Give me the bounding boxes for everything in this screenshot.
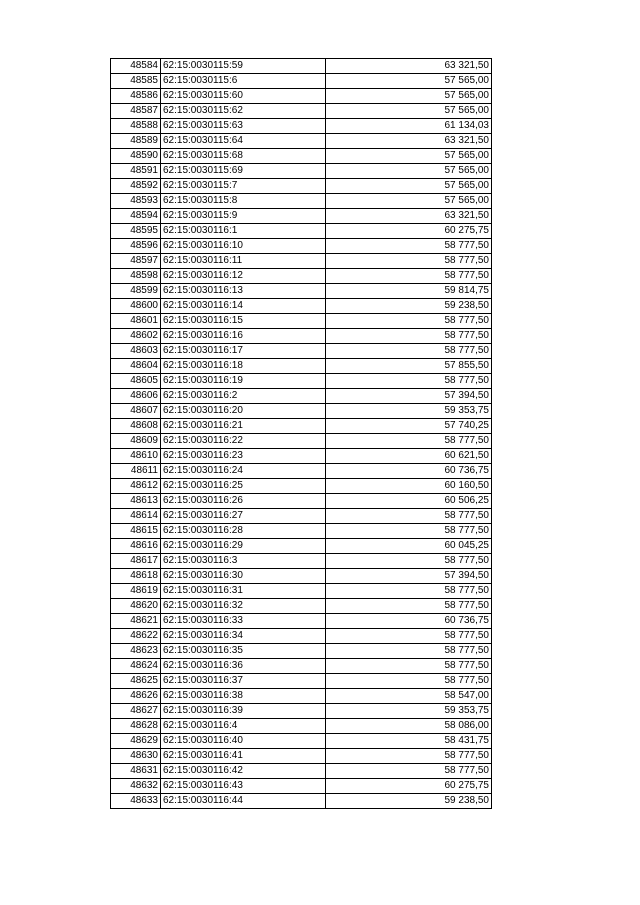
table-row [111, 119, 492, 134]
value-cell: 60 621,50 [326, 449, 492, 464]
table-row [111, 404, 492, 419]
table-row [111, 104, 492, 119]
table-row [111, 74, 492, 89]
row-number-cell: 48610 [111, 449, 161, 464]
cadastral-number-cell: 62:15:0030115:7 [161, 179, 326, 194]
value-cell: 58 777,50 [326, 584, 492, 599]
row-number-cell: 48601 [111, 314, 161, 329]
row-number-cell: 48597 [111, 254, 161, 269]
row-number-cell: 48611 [111, 464, 161, 479]
table-row [111, 344, 492, 359]
cadastral-number-cell: 62:15:0030116:31 [161, 584, 326, 599]
cadastral-number-cell: 62:15:0030116:23 [161, 449, 326, 464]
cadastral-number-cell: 62:15:0030116:2 [161, 389, 326, 404]
row-number-cell: 48621 [111, 614, 161, 629]
table-row [111, 179, 492, 194]
value-cell: 58 777,50 [326, 764, 492, 779]
table-row [111, 329, 492, 344]
row-number-cell: 48604 [111, 359, 161, 374]
table-row [111, 299, 492, 314]
cadastral-number-cell: 62:15:0030116:24 [161, 464, 326, 479]
table-row [111, 554, 492, 569]
value-cell: 63 321,50 [326, 134, 492, 149]
row-number-cell: 48616 [111, 539, 161, 554]
value-cell: 60 160,50 [326, 479, 492, 494]
table-row [111, 764, 492, 779]
row-number-cell: 48587 [111, 104, 161, 119]
table-row [111, 59, 492, 74]
table-row [111, 239, 492, 254]
row-number-cell: 48614 [111, 509, 161, 524]
value-cell: 58 777,50 [326, 254, 492, 269]
row-number-cell: 48590 [111, 149, 161, 164]
row-number-cell: 48588 [111, 119, 161, 134]
table-row [111, 374, 492, 389]
cadastral-number-cell: 62:15:0030116:3 [161, 554, 326, 569]
row-number-cell: 48600 [111, 299, 161, 314]
cadastral-number-cell: 62:15:0030116:10 [161, 239, 326, 254]
table-row [111, 674, 492, 689]
table-row [111, 659, 492, 674]
value-cell: 58 777,50 [326, 524, 492, 539]
table-row [111, 629, 492, 644]
cadastral-number-cell: 62:15:0030116:41 [161, 749, 326, 764]
cadastral-number-cell: 62:15:0030116:34 [161, 629, 326, 644]
table-row [111, 314, 492, 329]
cadastral-number-cell: 62:15:0030116:27 [161, 509, 326, 524]
cadastral-number-cell: 62:15:0030115:6 [161, 74, 326, 89]
value-cell: 60 275,75 [326, 779, 492, 794]
row-number-cell: 48622 [111, 629, 161, 644]
value-cell: 57 565,00 [326, 104, 492, 119]
row-number-cell: 48618 [111, 569, 161, 584]
value-cell: 60 045,25 [326, 539, 492, 554]
value-cell: 58 777,50 [326, 434, 492, 449]
value-cell: 60 736,75 [326, 614, 492, 629]
table-row [111, 569, 492, 584]
value-cell: 58 777,50 [326, 239, 492, 254]
row-number-cell: 48612 [111, 479, 161, 494]
value-cell: 63 321,50 [326, 59, 492, 74]
cadastral-number-cell: 62:15:0030116:32 [161, 599, 326, 614]
table-row [111, 614, 492, 629]
value-cell: 61 134,03 [326, 119, 492, 134]
value-cell: 58 777,50 [326, 329, 492, 344]
table-row [111, 524, 492, 539]
row-number-cell: 48599 [111, 284, 161, 299]
row-number-cell: 48624 [111, 659, 161, 674]
data-table [110, 58, 492, 809]
cadastral-number-cell: 62:15:0030116:20 [161, 404, 326, 419]
row-number-cell: 48606 [111, 389, 161, 404]
value-cell: 58 777,50 [326, 749, 492, 764]
value-cell: 57 855,50 [326, 359, 492, 374]
table-row [111, 194, 492, 209]
row-number-cell: 48615 [111, 524, 161, 539]
cadastral-number-cell: 62:15:0030116:18 [161, 359, 326, 374]
row-number-cell: 48594 [111, 209, 161, 224]
row-number-cell: 48633 [111, 794, 161, 809]
row-number-cell: 48628 [111, 719, 161, 734]
cadastral-number-cell: 62:15:0030116:30 [161, 569, 326, 584]
cadastral-number-cell: 62:15:0030116:15 [161, 314, 326, 329]
cadastral-number-cell: 62:15:0030115:60 [161, 89, 326, 104]
value-cell: 58 777,50 [326, 374, 492, 389]
table-row [111, 734, 492, 749]
cadastral-number-cell: 62:15:0030116:1 [161, 224, 326, 239]
row-number-cell: 48619 [111, 584, 161, 599]
row-number-cell: 48589 [111, 134, 161, 149]
row-number-cell: 48593 [111, 194, 161, 209]
document-sheet [110, 58, 491, 809]
row-number-cell: 48609 [111, 434, 161, 449]
cadastral-number-cell: 62:15:0030116:33 [161, 614, 326, 629]
row-number-cell: 48603 [111, 344, 161, 359]
cadastral-number-cell: 62:15:0030115:64 [161, 134, 326, 149]
cadastral-number-cell: 62:15:0030116:26 [161, 494, 326, 509]
value-cell: 58 431,75 [326, 734, 492, 749]
row-number-cell: 48626 [111, 689, 161, 704]
row-number-cell: 48629 [111, 734, 161, 749]
row-number-cell: 48596 [111, 239, 161, 254]
row-number-cell: 48630 [111, 749, 161, 764]
row-number-cell: 48598 [111, 269, 161, 284]
value-cell: 57 565,00 [326, 149, 492, 164]
row-number-cell: 48584 [111, 59, 161, 74]
cadastral-number-cell: 62:15:0030116:35 [161, 644, 326, 659]
cadastral-number-cell: 62:15:0030116:36 [161, 659, 326, 674]
value-cell: 57 565,00 [326, 194, 492, 209]
value-cell: 58 777,50 [326, 644, 492, 659]
value-cell: 57 565,00 [326, 164, 492, 179]
row-number-cell: 48592 [111, 179, 161, 194]
table-row [111, 254, 492, 269]
cadastral-number-cell: 62:15:0030116:14 [161, 299, 326, 314]
cadastral-number-cell: 62:15:0030115:69 [161, 164, 326, 179]
cadastral-number-cell: 62:15:0030116:42 [161, 764, 326, 779]
value-cell: 57 565,00 [326, 179, 492, 194]
cadastral-number-cell: 62:15:0030116:22 [161, 434, 326, 449]
table-row [111, 449, 492, 464]
row-number-cell: 48625 [111, 674, 161, 689]
value-cell: 57 565,00 [326, 74, 492, 89]
value-cell: 58 777,50 [326, 509, 492, 524]
table-row [111, 134, 492, 149]
row-number-cell: 48627 [111, 704, 161, 719]
table-row [111, 269, 492, 284]
cadastral-number-cell: 62:15:0030116:40 [161, 734, 326, 749]
table-body [111, 59, 492, 809]
value-cell: 58 086,00 [326, 719, 492, 734]
cadastral-number-cell: 62:15:0030116:17 [161, 344, 326, 359]
value-cell: 58 777,50 [326, 314, 492, 329]
row-number-cell: 48602 [111, 329, 161, 344]
table-row [111, 434, 492, 449]
cadastral-number-cell: 62:15:0030115:8 [161, 194, 326, 209]
table-row [111, 644, 492, 659]
value-cell: 58 777,50 [326, 629, 492, 644]
table-row [111, 419, 492, 434]
row-number-cell: 48605 [111, 374, 161, 389]
table-row [111, 479, 492, 494]
row-number-cell: 48595 [111, 224, 161, 239]
row-number-cell: 48591 [111, 164, 161, 179]
table-row [111, 749, 492, 764]
table-row [111, 164, 492, 179]
cadastral-number-cell: 62:15:0030116:38 [161, 689, 326, 704]
value-cell: 58 777,50 [326, 599, 492, 614]
value-cell: 59 238,50 [326, 794, 492, 809]
row-number-cell: 48631 [111, 764, 161, 779]
cadastral-number-cell: 62:15:0030116:4 [161, 719, 326, 734]
table-row [111, 689, 492, 704]
cadastral-number-cell: 62:15:0030116:12 [161, 269, 326, 284]
value-cell: 57 740,25 [326, 419, 492, 434]
cadastral-number-cell: 62:15:0030115:63 [161, 119, 326, 134]
table-row [111, 584, 492, 599]
table-row [111, 539, 492, 554]
row-number-cell: 48617 [111, 554, 161, 569]
row-number-cell: 48623 [111, 644, 161, 659]
value-cell: 59 353,75 [326, 404, 492, 419]
cadastral-number-cell: 62:15:0030116:13 [161, 284, 326, 299]
value-cell: 58 777,50 [326, 269, 492, 284]
value-cell: 58 777,50 [326, 659, 492, 674]
value-cell: 58 777,50 [326, 554, 492, 569]
cadastral-number-cell: 62:15:0030116:29 [161, 539, 326, 554]
cadastral-number-cell: 62:15:0030116:16 [161, 329, 326, 344]
value-cell: 58 777,50 [326, 344, 492, 359]
table-row [111, 794, 492, 809]
value-cell: 57 565,00 [326, 89, 492, 104]
table-row [111, 719, 492, 734]
table-row [111, 209, 492, 224]
cadastral-number-cell: 62:15:0030116:44 [161, 794, 326, 809]
value-cell: 63 321,50 [326, 209, 492, 224]
value-cell: 57 394,50 [326, 569, 492, 584]
row-number-cell: 48607 [111, 404, 161, 419]
value-cell: 60 736,75 [326, 464, 492, 479]
row-number-cell: 48585 [111, 74, 161, 89]
table-row [111, 284, 492, 299]
cadastral-number-cell: 62:15:0030116:11 [161, 254, 326, 269]
table-row [111, 359, 492, 374]
value-cell: 60 506,25 [326, 494, 492, 509]
table-row [111, 389, 492, 404]
row-number-cell: 48613 [111, 494, 161, 509]
value-cell: 58 777,50 [326, 674, 492, 689]
cadastral-number-cell: 62:15:0030115:62 [161, 104, 326, 119]
value-cell: 59 353,75 [326, 704, 492, 719]
cadastral-number-cell: 62:15:0030116:19 [161, 374, 326, 389]
cadastral-number-cell: 62:15:0030116:39 [161, 704, 326, 719]
value-cell: 60 275,75 [326, 224, 492, 239]
table-row [111, 599, 492, 614]
row-number-cell: 48586 [111, 89, 161, 104]
table-row [111, 509, 492, 524]
cadastral-number-cell: 62:15:0030116:43 [161, 779, 326, 794]
cadastral-number-cell: 62:15:0030115:59 [161, 59, 326, 74]
table-row [111, 89, 492, 104]
table-row [111, 704, 492, 719]
table-row [111, 149, 492, 164]
value-cell: 57 394,50 [326, 389, 492, 404]
row-number-cell: 48620 [111, 599, 161, 614]
cadastral-number-cell: 62:15:0030116:37 [161, 674, 326, 689]
value-cell: 58 547,00 [326, 689, 492, 704]
value-cell: 59 814,75 [326, 284, 492, 299]
cadastral-number-cell: 62:15:0030116:21 [161, 419, 326, 434]
value-cell: 59 238,50 [326, 299, 492, 314]
row-number-cell: 48608 [111, 419, 161, 434]
table-row [111, 224, 492, 239]
row-number-cell: 48632 [111, 779, 161, 794]
table-row [111, 464, 492, 479]
table-row [111, 779, 492, 794]
cadastral-number-cell: 62:15:0030115:68 [161, 149, 326, 164]
cadastral-number-cell: 62:15:0030116:25 [161, 479, 326, 494]
cadastral-number-cell: 62:15:0030115:9 [161, 209, 326, 224]
table-row [111, 494, 492, 509]
cadastral-number-cell: 62:15:0030116:28 [161, 524, 326, 539]
